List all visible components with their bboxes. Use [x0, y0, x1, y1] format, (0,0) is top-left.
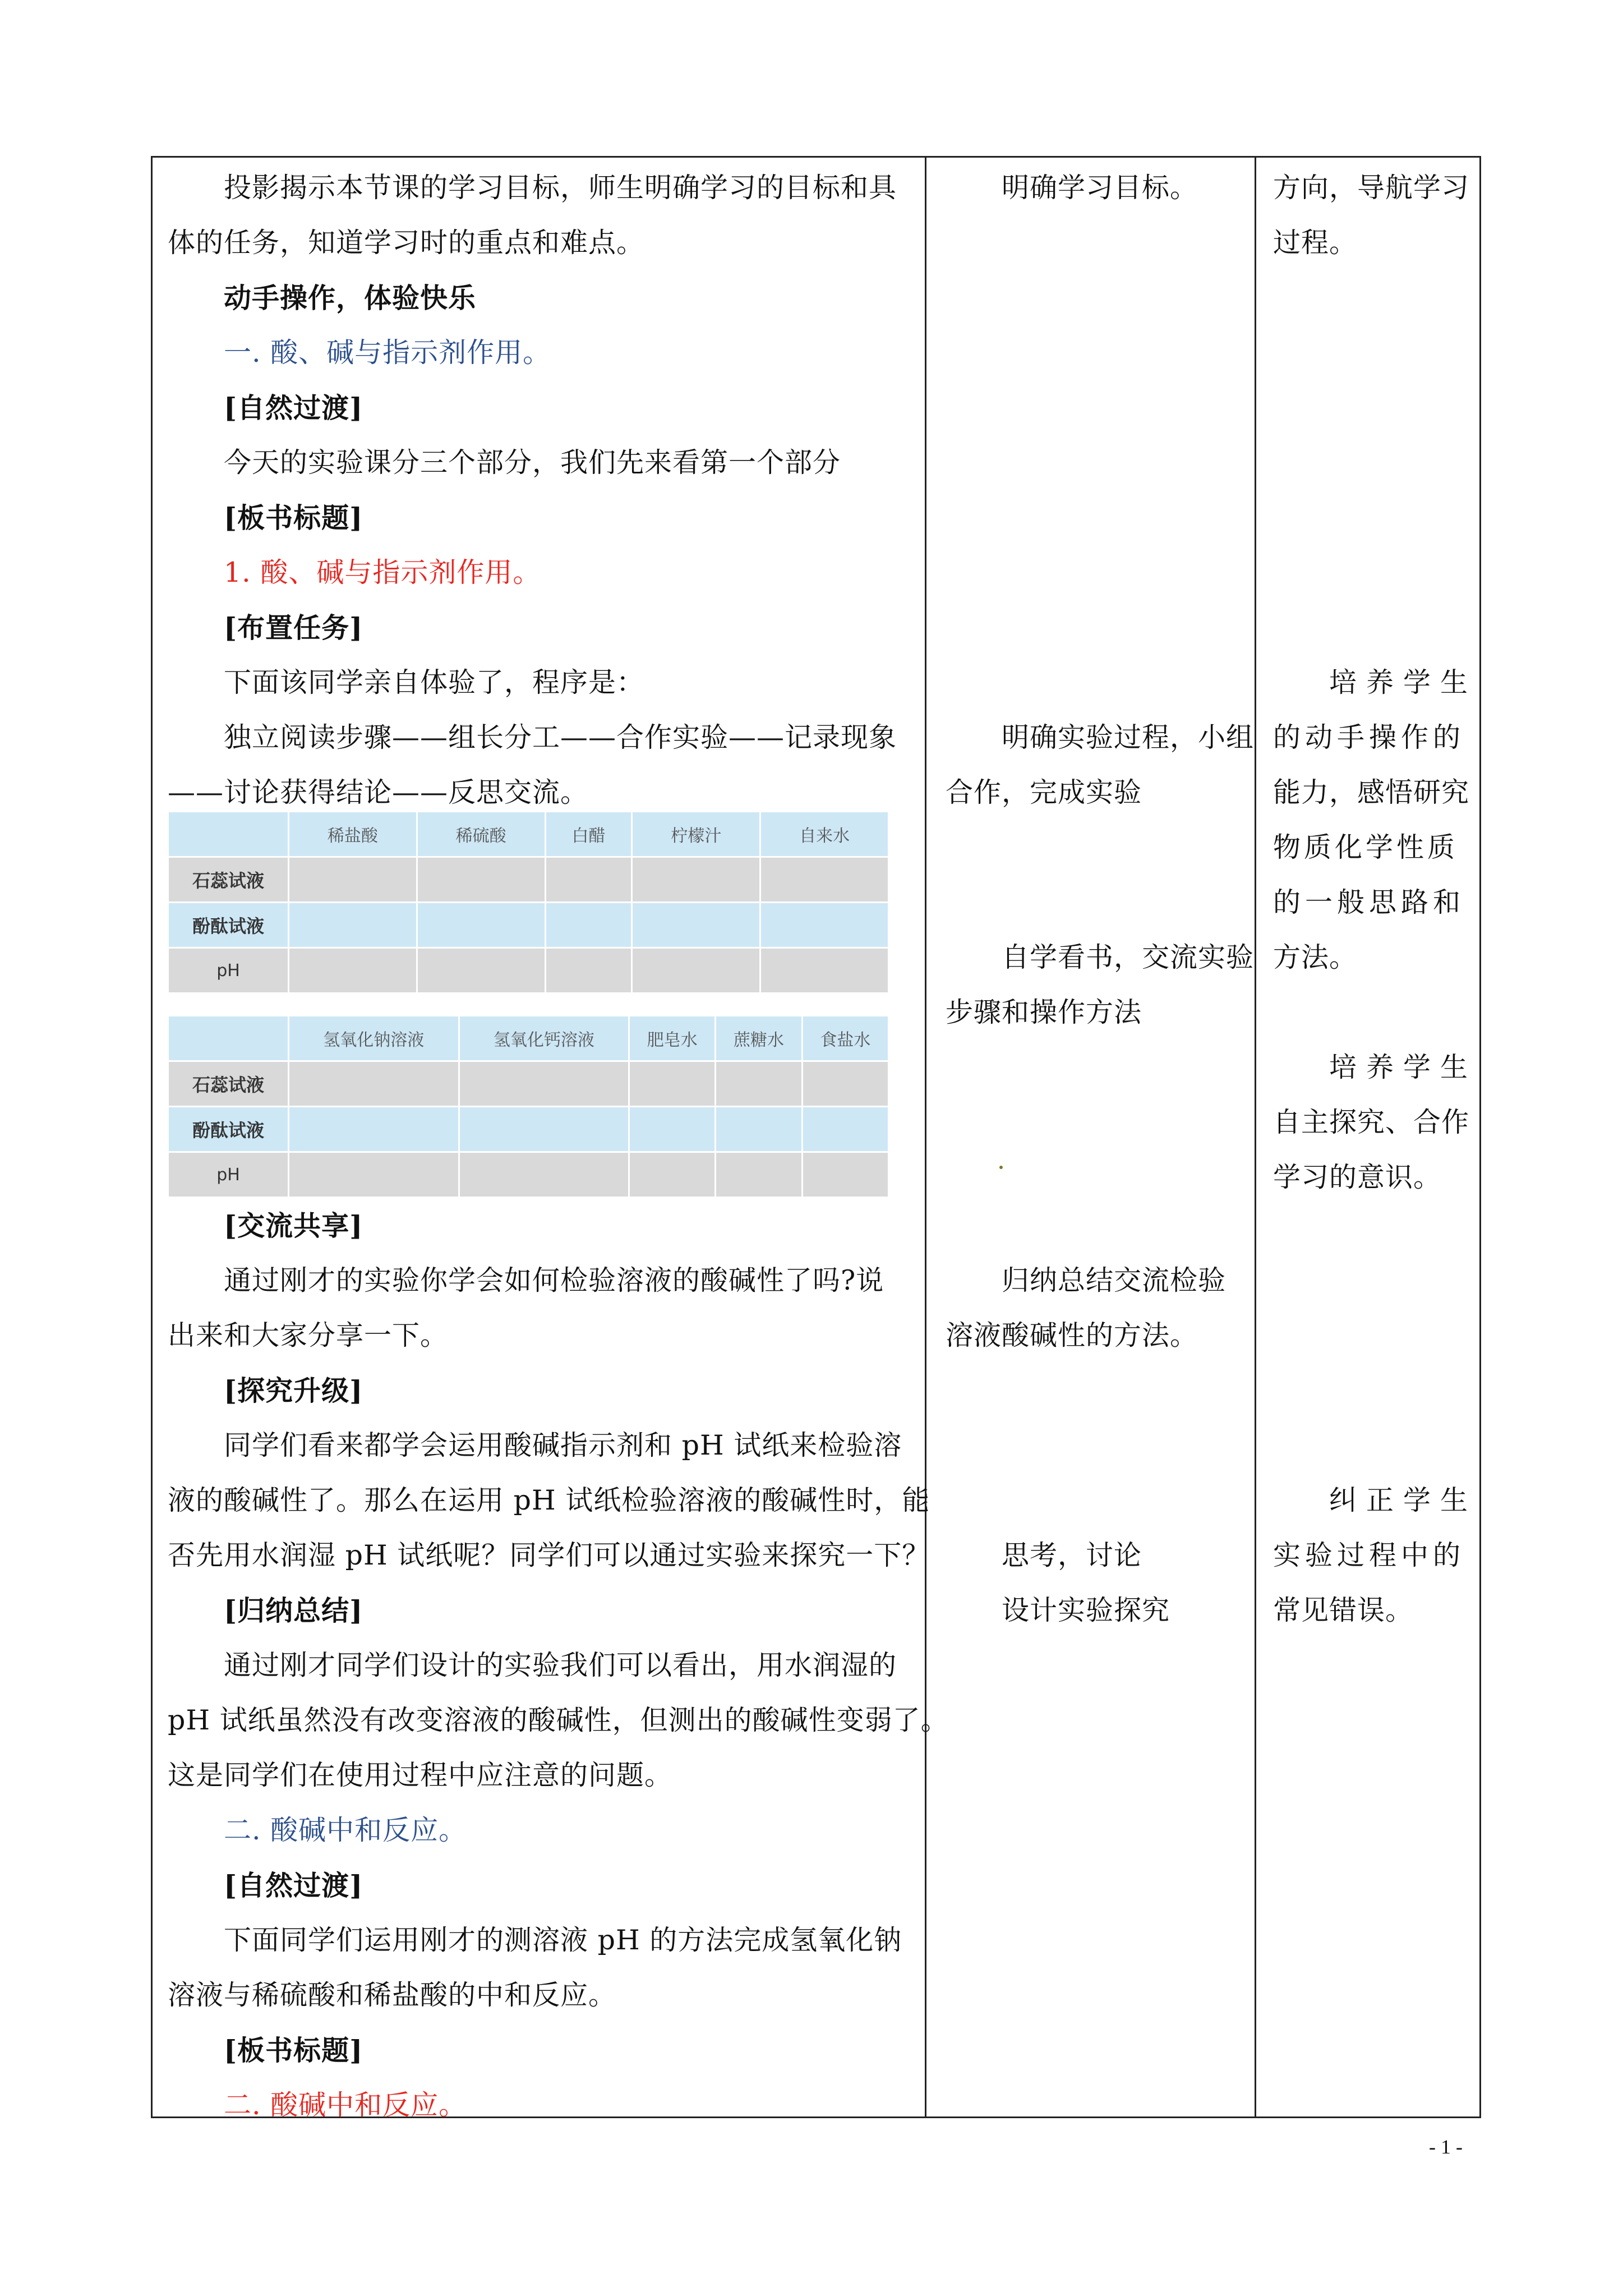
- text-line: 学习的意识。: [1273, 1161, 1442, 1193]
- table-header-cell: 氢氧化钙溶液: [459, 1016, 629, 1061]
- step-tag: [自然过渡]: [224, 392, 363, 424]
- text-line: 液的酸碱性了。那么在运用 pH 试纸检验溶液的酸碱性时，能: [168, 1484, 930, 1516]
- text-line: 通过刚才的实验你学会如何检验溶液的酸碱性了吗?说: [224, 1264, 884, 1296]
- step-tag: [自然过渡]: [224, 1869, 363, 1902]
- table-row: [169, 948, 889, 993]
- text-line: 明确学习目标。: [1002, 172, 1198, 204]
- text-line: 方法。: [1273, 941, 1358, 973]
- table-row: [169, 857, 889, 903]
- column-divider-2: [1255, 156, 1256, 2118]
- text-line: 这是同学们在使用过程中应注意的问题。: [168, 1759, 673, 1791]
- text-line: 投影揭示本节课的学习目标，师生明确学习的目标和具: [224, 172, 897, 204]
- section-heading: 动手操作，体验快乐: [224, 282, 477, 314]
- row-label: pH: [169, 1152, 289, 1198]
- text-line: 独立阅读步骤——组长分工——合作实验——记录现象: [224, 721, 897, 753]
- text-line: ——讨论获得结论——反思交流。: [168, 776, 589, 808]
- table-header-cell: 稀盐酸: [289, 812, 417, 857]
- column-divider-1: [925, 156, 926, 2118]
- step-tag: [交流共享]: [224, 1209, 363, 1242]
- text-line: 否先用水润湿 pH 试纸呢？同学们可以通过实验来探究一下？: [168, 1539, 930, 1571]
- table-header-cell: 蔗糖水: [716, 1016, 802, 1061]
- text-line: 常见错误。: [1273, 1594, 1414, 1626]
- step-tag: [板书标题]: [224, 2034, 363, 2067]
- text-line: 今天的实验课分三个部分，我们先来看第一个部分: [224, 447, 841, 478]
- table-header-cell: 肥皂水: [629, 1016, 716, 1061]
- text-line: 同学们看来都学会运用酸碱指示剂和 pH 试纸来检验溶: [224, 1429, 902, 1461]
- board-title: 1. 酸、碱与指示剂作用。: [224, 556, 541, 588]
- text-line: 培养学生: [1329, 1051, 1478, 1083]
- table-row: [169, 1107, 889, 1152]
- text-line: 下面该同学亲自体验了，程序是：: [224, 666, 645, 698]
- text-line: 能力，感悟研究: [1273, 776, 1470, 808]
- text-line: 纠正学生: [1329, 1484, 1478, 1516]
- table-header-cell: 稀硫酸: [417, 812, 545, 857]
- text-line: 溶液与稀硫酸和稀盐酸的中和反应。: [168, 1979, 617, 2011]
- text-line: 设计实验探究: [1002, 1594, 1170, 1626]
- text-line: 过程。: [1273, 227, 1358, 259]
- text-line: 自主探究、合作: [1273, 1106, 1470, 1138]
- text-line: pH 试纸虽然没有改变溶液的酸碱性，但测出的酸碱性变弱了。: [168, 1704, 949, 1736]
- row-label: 石蕊试液: [169, 1061, 289, 1107]
- row-label: 石蕊试液: [169, 857, 289, 903]
- step-tag: [板书标题]: [224, 501, 363, 534]
- table-header-cell: [169, 812, 289, 857]
- page-number: - 1 -: [1429, 2136, 1463, 2158]
- row-label: 酚酞试液: [169, 903, 289, 948]
- stray-dot: [999, 1166, 1003, 1169]
- table-row: [169, 1061, 889, 1107]
- text-line: 通过刚才同学们设计的实验我们可以看出，用水润湿的: [224, 1649, 897, 1681]
- table-header-cell: 氢氧化钠溶液: [289, 1016, 459, 1061]
- text-line: 培养学生: [1329, 666, 1478, 698]
- table-header-cell: 柠檬汁: [632, 812, 760, 857]
- text-line: 的动手操作的: [1273, 721, 1465, 753]
- acid-indicator-table: [169, 812, 889, 994]
- text-line: 方向，导航学习: [1273, 172, 1470, 204]
- table-row: [169, 1152, 889, 1198]
- step-tag: [归纳总结]: [224, 1594, 363, 1627]
- table-header-cell: 自来水: [760, 812, 889, 857]
- text-line: 自学看书，交流实验: [1002, 941, 1255, 973]
- text-line: 明确实验过程，小组: [1002, 721, 1255, 753]
- section-title: 一. 酸、碱与指示剂作用。: [224, 337, 551, 369]
- text-line: 体的任务，知道学习时的重点和难点。: [168, 227, 645, 259]
- step-tag: [布置任务]: [224, 611, 363, 644]
- text-line: 出来和大家分享一下。: [168, 1319, 449, 1351]
- row-label: pH: [169, 948, 289, 993]
- section-title: 二. 酸碱中和反应。: [224, 1814, 467, 1846]
- text-line: 物质化学性质: [1273, 831, 1459, 863]
- text-line: 的一般思路和: [1273, 886, 1465, 918]
- text-line: 合作，完成实验: [946, 776, 1142, 808]
- text-line: 溶液酸碱性的方法。: [946, 1319, 1198, 1351]
- text-line: 下面同学们运用刚才的测溶液 pH 的方法完成氢氧化钠: [224, 1924, 902, 1956]
- step-tag: [探究升级]: [224, 1374, 363, 1407]
- text-line: 归纳总结交流检验: [1002, 1264, 1227, 1296]
- text-line: 步骤和操作方法: [946, 996, 1142, 1028]
- table-header-cell: [169, 1016, 289, 1061]
- row-label: 酚酞试液: [169, 1107, 289, 1152]
- board-title: 二. 酸碱中和反应。: [224, 2089, 467, 2121]
- text-line: 思考，讨论: [1002, 1539, 1142, 1571]
- table-row: [169, 903, 889, 948]
- table-header-cell: 白醋: [545, 812, 632, 857]
- table-header-cell: 食盐水: [802, 1016, 888, 1061]
- text-line: 实验过程中的: [1273, 1539, 1465, 1571]
- base-indicator-table: [169, 1016, 889, 1198]
